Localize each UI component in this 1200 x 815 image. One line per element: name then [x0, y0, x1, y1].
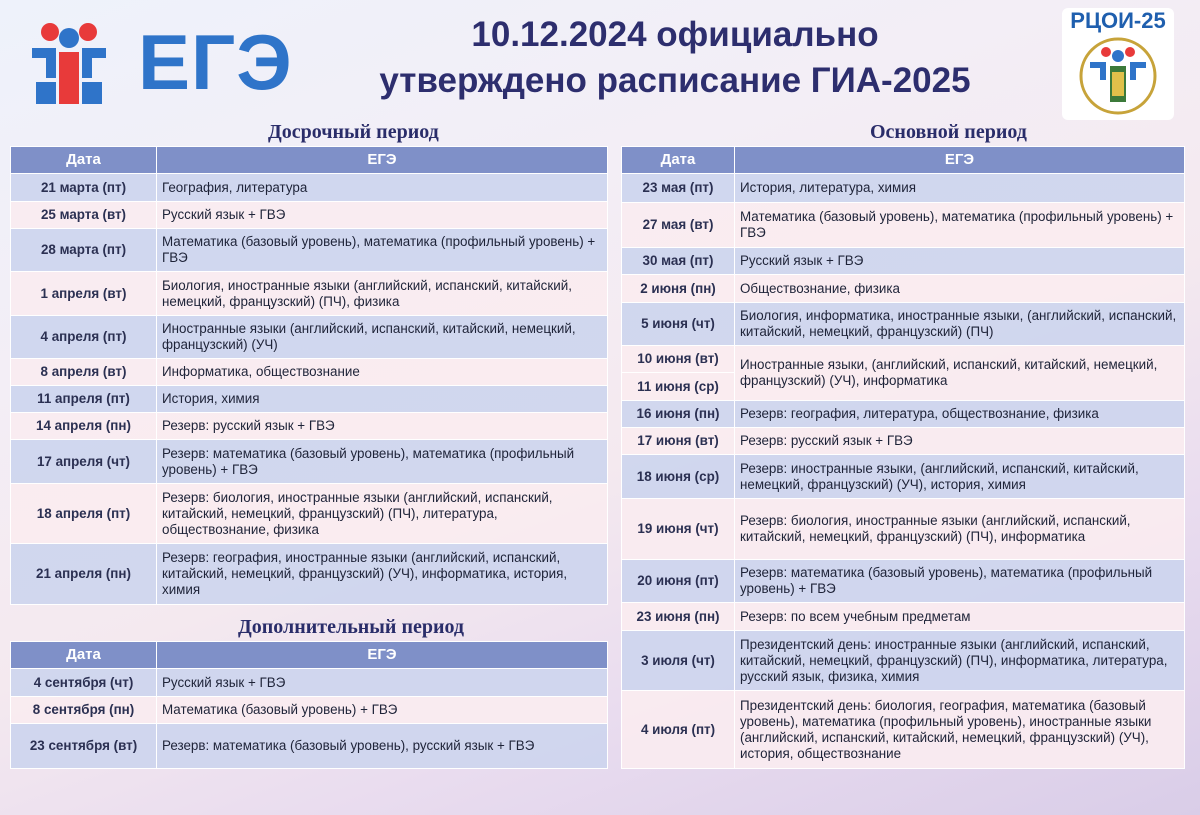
table-row	[622, 428, 1185, 455]
header	[0, 0, 1200, 118]
date-cell-first: 10 июня (вт)	[622, 346, 734, 373]
date-cell: 3 июля (чт)	[622, 631, 735, 691]
table-row	[11, 544, 608, 605]
title-line-2: утверждено расписание ГИА-2025	[379, 61, 971, 100]
date-cell: 23 сентября (вт)	[11, 724, 157, 769]
exam-cell: Русский язык + ГВЭ	[157, 202, 608, 229]
column-header-date: Дата	[11, 147, 157, 174]
table-row	[11, 724, 608, 769]
date-cell: 1 апреля (вт)	[11, 272, 157, 316]
exam-cell: Математика (базовый уровень), математика (профильный уровень) + ГВЭ	[157, 229, 608, 272]
table-row	[622, 499, 1185, 560]
date-cell: 27 мая (вт)	[622, 203, 735, 248]
table-row	[11, 669, 608, 697]
date-cell: 11 апреля (пт)	[11, 386, 157, 413]
table-header-row	[11, 642, 608, 669]
date-cell: 21 апреля (пн)	[11, 544, 157, 605]
date-cell: 23 июня (пн)	[622, 603, 735, 631]
date-cell	[622, 346, 735, 401]
exam-cell: Русский язык + ГВЭ	[157, 669, 608, 697]
date-cell: 2 июня (пн)	[622, 275, 735, 303]
exam-cell: Резерв: русский язык + ГВЭ	[735, 428, 1185, 455]
column-header-exam: ЕГЭ	[157, 642, 608, 669]
table-header-row	[11, 147, 608, 174]
additional-period-title: Дополнительный период	[238, 616, 465, 638]
table-row	[622, 401, 1185, 428]
table-row	[622, 174, 1185, 203]
date-cell: 17 апреля (чт)	[11, 440, 157, 484]
table-row	[622, 203, 1185, 248]
exam-cell: Русский язык + ГВЭ	[735, 248, 1185, 275]
date-cell: 17 июня (вт)	[622, 428, 735, 455]
table-row	[622, 346, 1185, 401]
exam-cell: Резерв: биология, иностранные языки (английский, испанский, китайский, немецкий, французский) (ПЧ), информатика	[735, 499, 1185, 560]
table-row	[622, 691, 1185, 769]
main-period-table	[621, 146, 1185, 769]
exam-cell: Президентский день: иностранные языки (английский, испанский, китайский, немецкий, французский) (ПЧ), информатика, литература, русский язык, физика, химия	[735, 631, 1185, 691]
date-cell: 18 апреля (пт)	[11, 484, 157, 544]
exam-cell: Обществознание, физика	[735, 275, 1185, 303]
exam-cell: Резерв: иностранные языки, (английский, испанский, китайский, немецкий, французский) (УЧ), история, химия	[735, 455, 1185, 499]
column-header-exam: ЕГЭ	[735, 147, 1185, 174]
rcoi-logo-label: РЦОИ-25	[1070, 8, 1166, 33]
date-cell: 23 мая (пт)	[622, 174, 735, 203]
date-cell: 16 июня (пн)	[622, 401, 735, 428]
title-line-1: 10.12.2024 официально	[471, 15, 879, 54]
date-cell: 25 марта (вт)	[11, 202, 157, 229]
date-cell: 21 марта (пт)	[11, 174, 157, 202]
table-row	[622, 455, 1185, 499]
date-cell: 4 июля (пт)	[622, 691, 735, 769]
date-cell: 5 июня (чт)	[622, 303, 735, 346]
exam-cell: Резерв: математика (базовый уровень), русский язык + ГВЭ	[157, 724, 608, 769]
table-row	[11, 229, 608, 272]
exam-cell: География, литература	[157, 174, 608, 202]
table-row	[622, 303, 1185, 346]
additional-period-table	[10, 641, 608, 769]
exam-cell: История, химия	[157, 386, 608, 413]
column-header-date: Дата	[11, 642, 157, 669]
exam-cell: Резерв: география, иностранные языки (английский, испанский, китайский, немецкий, французский) (УЧ), информатика, история, химия	[157, 544, 608, 605]
table-header-row	[622, 147, 1185, 174]
exam-cell: Иностранные языки, (английский, испанский, китайский, немецкий, французский) (УЧ), информатика	[735, 346, 1185, 401]
column-header-date: Дата	[622, 147, 735, 174]
table-row	[11, 440, 608, 484]
exam-cell: Биология, информатика, иностранные языки, (английский, испанский, китайский, немецкий, французский) (ПЧ)	[735, 303, 1185, 346]
table-row	[11, 174, 608, 202]
table-row	[11, 272, 608, 316]
table-row	[622, 603, 1185, 631]
table-row	[11, 413, 608, 440]
exam-cell: Резерв: география, литература, обществознание, физика	[735, 401, 1185, 428]
table-row	[11, 202, 608, 229]
table-row	[11, 484, 608, 544]
page-title	[320, 12, 1030, 104]
exam-cell: Математика (базовый уровень), математика (профильный уровень) + ГВЭ	[735, 203, 1185, 248]
table-row	[11, 359, 608, 386]
main-period-title: Основной период	[870, 121, 1027, 143]
date-cell: 8 апреля (вт)	[11, 359, 157, 386]
exam-cell: Математика (базовый уровень) + ГВЭ	[157, 697, 608, 724]
table-row	[11, 316, 608, 359]
date-cell: 4 сентября (чт)	[11, 669, 157, 697]
date-cell: 8 сентября (пн)	[11, 697, 157, 724]
date-cell: 30 мая (пт)	[622, 248, 735, 275]
date-cell-second: 11 июня (ср)	[637, 379, 719, 394]
table-row	[622, 248, 1185, 275]
exam-cell: Резерв: математика (базовый уровень), математика (профильный уровень) + ГВЭ	[735, 560, 1185, 603]
early-period-table	[10, 146, 608, 605]
exam-cell: Информатика, обществознание	[157, 359, 608, 386]
exam-cell: Биология, иностранные языки (английский, испанский, китайский, немецкий, французский) (ПЧ), физика	[157, 272, 608, 316]
table-row	[622, 631, 1185, 691]
date-cell: 4 апреля (пт)	[11, 316, 157, 359]
rcoi-emblem-icon	[1076, 36, 1160, 116]
table-row	[11, 386, 608, 413]
exam-cell: Резерв: по всем учебным предметам	[735, 603, 1185, 631]
date-cell: 18 июня (ср)	[622, 455, 735, 499]
date-cell: 14 апреля (пн)	[11, 413, 157, 440]
date-cell: 20 июня (пт)	[622, 560, 735, 603]
column-header-exam: ЕГЭ	[157, 147, 608, 174]
ege-logo-text: ЕГЭ	[138, 18, 293, 106]
table-row	[622, 275, 1185, 303]
table-row	[622, 560, 1185, 603]
exam-cell: Резерв: математика (базовый уровень), математика (профильный уровень) + ГВЭ	[157, 440, 608, 484]
exam-cell: Резерв: русский язык + ГВЭ	[157, 413, 608, 440]
table-row	[11, 697, 608, 724]
exam-cell: История, литература, химия	[735, 174, 1185, 203]
exam-cell: Президентский день: биология, география, математика (базовый уровень), математика (профильный уровень), иностранные языки (английский, испанский, китайский, немецкий, французский) (УЧ), история, обществознание	[735, 691, 1185, 769]
exam-cell: Иностранные языки (английский, испанский, китайский, немецкий, французский) (УЧ)	[157, 316, 608, 359]
ege-emblem-icon	[26, 18, 112, 110]
early-period-title: Досрочный период	[268, 121, 439, 143]
exam-cell: Резерв: биология, иностранные языки (английский, испанский, китайский, немецкий, французский) (ПЧ), литература, обществознание, физика	[157, 484, 608, 544]
date-cell: 19 июня (чт)	[622, 499, 735, 560]
date-cell: 28 марта (пт)	[11, 229, 157, 272]
